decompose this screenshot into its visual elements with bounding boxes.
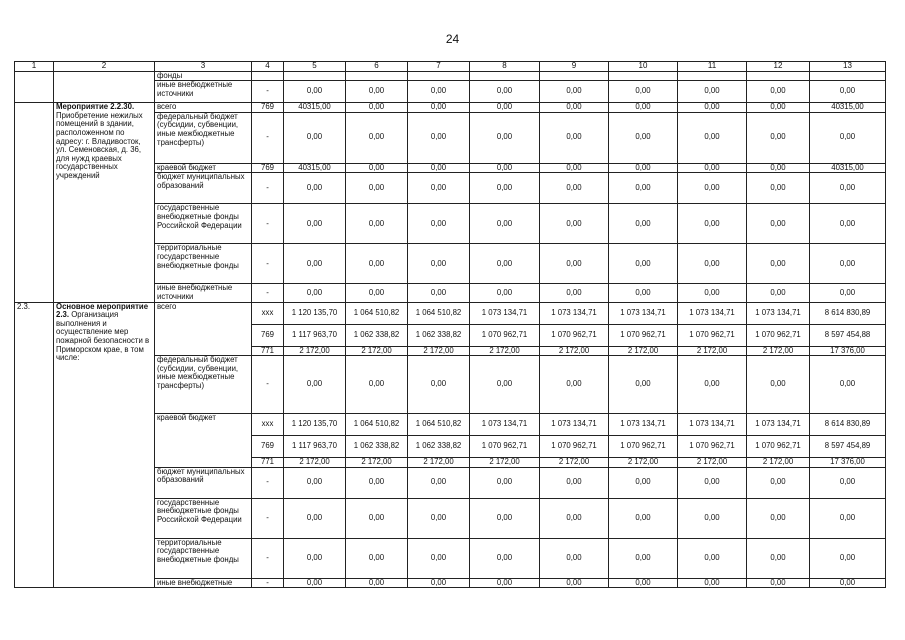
cell: 2 172,00 xyxy=(540,458,609,468)
cell: 0,00 xyxy=(609,498,678,538)
cell: 0,00 xyxy=(678,163,747,173)
cell: 0,00 xyxy=(346,498,408,538)
cell: 0,00 xyxy=(540,578,609,588)
cell: 0,00 xyxy=(810,81,886,103)
cell: 0,00 xyxy=(609,81,678,103)
cell: 0,00 xyxy=(540,284,609,302)
cell: 1 073 134,71 xyxy=(609,302,678,324)
cell: 0,00 xyxy=(609,103,678,113)
cell: 0,00 xyxy=(747,578,810,588)
cell: 0,00 xyxy=(346,356,408,414)
cell: - xyxy=(252,498,284,538)
cell: 8 614 830,89 xyxy=(810,414,886,436)
cell: 0,00 xyxy=(284,467,346,498)
table-row xyxy=(15,103,886,113)
cell: 0,00 xyxy=(408,356,470,414)
cell: федеральный бюджет (субсидии, субвенции, иные межбюджетные трансферты) xyxy=(155,356,252,414)
cell: 0,00 xyxy=(408,204,470,244)
cell: 0,00 xyxy=(540,204,609,244)
cell: 1 117 963,70 xyxy=(284,324,346,346)
cell: 2 172,00 xyxy=(470,458,540,468)
cell: 0,00 xyxy=(408,112,470,163)
cell: 1 070 962,71 xyxy=(470,436,540,458)
activity-cell xyxy=(54,302,155,588)
cell: 40315,00 xyxy=(284,163,346,173)
cell: 0,00 xyxy=(470,112,540,163)
cell: xxx xyxy=(252,302,284,324)
cell: 0,00 xyxy=(540,173,609,204)
cell: 0,00 xyxy=(470,498,540,538)
cell: 0,00 xyxy=(678,284,747,302)
cell: 1 062 338,82 xyxy=(408,436,470,458)
cell: 0,00 xyxy=(810,112,886,163)
cell: 1 070 962,71 xyxy=(540,324,609,346)
header-cell: 13 xyxy=(810,62,886,72)
cell: 0,00 xyxy=(747,356,810,414)
cell: 0,00 xyxy=(408,578,470,588)
cell: 0,00 xyxy=(678,578,747,588)
header-cell: 1 xyxy=(15,62,54,72)
cell: 2 172,00 xyxy=(346,346,408,356)
cell: краевой бюджет xyxy=(155,163,252,173)
header-cell: 11 xyxy=(678,62,747,72)
cell: 0,00 xyxy=(470,284,540,302)
cell: 0,00 xyxy=(747,81,810,103)
cell: 0,00 xyxy=(540,356,609,414)
activity-title: Мероприятие 2.2.30. xyxy=(56,102,135,112)
cell: 1 070 962,71 xyxy=(678,436,747,458)
cell: 0,00 xyxy=(346,538,408,578)
cell: - xyxy=(252,538,284,578)
cell: 0,00 xyxy=(346,112,408,163)
cell: 1 073 134,71 xyxy=(470,414,540,436)
activity-desc: Приобретение нежилых помещений в здании, расположенном по адресу: г. Владивосток, ул. Семеновская, д. 36, для нужд краевых государственных учреждений xyxy=(56,110,143,180)
cell: 0,00 xyxy=(678,173,747,204)
source-cell: всего xyxy=(155,302,252,356)
cell: 0,00 xyxy=(284,356,346,414)
cell: 0,00 xyxy=(747,498,810,538)
cell: 0,00 xyxy=(678,356,747,414)
cell: 0,00 xyxy=(810,284,886,302)
cell: 0,00 xyxy=(609,284,678,302)
cell: 1 062 338,82 xyxy=(408,324,470,346)
cell: 0,00 xyxy=(346,173,408,204)
cell: 1 073 134,71 xyxy=(470,302,540,324)
cell: 0,00 xyxy=(408,467,470,498)
cell: 0,00 xyxy=(346,244,408,284)
cell: 1 073 134,71 xyxy=(609,414,678,436)
cell: 1 120 135,70 xyxy=(284,414,346,436)
cell: 0,00 xyxy=(609,538,678,578)
header-cell: 8 xyxy=(470,62,540,72)
cell: территориальные государственные внебюджетные фонды xyxy=(155,538,252,578)
cell: - xyxy=(252,244,284,284)
cell: иные внебюджетные источники xyxy=(155,284,252,302)
cell: 0,00 xyxy=(346,578,408,588)
cell: 0,00 xyxy=(470,467,540,498)
cell: 0,00 xyxy=(609,467,678,498)
cell: 0,00 xyxy=(408,498,470,538)
cell: 2 172,00 xyxy=(609,458,678,468)
cell: 1 064 510,82 xyxy=(408,414,470,436)
cell: 0,00 xyxy=(346,103,408,113)
cell: 0,00 xyxy=(284,284,346,302)
cell: 0,00 xyxy=(747,163,810,173)
cell: 0,00 xyxy=(678,81,747,103)
cell: 0,00 xyxy=(609,112,678,163)
cell: 0,00 xyxy=(470,163,540,173)
cell: 0,00 xyxy=(810,173,886,204)
cell: 0,00 xyxy=(540,498,609,538)
cell: 0,00 xyxy=(678,538,747,578)
cell: 0,00 xyxy=(609,173,678,204)
cell: 1 070 962,71 xyxy=(678,324,747,346)
cell: 0,00 xyxy=(810,244,886,284)
cell: 0,00 xyxy=(470,81,540,103)
cell: 0,00 xyxy=(678,112,747,163)
cell: 0,00 xyxy=(747,538,810,578)
cell: государственные внебюджетные фонды Российской Федерации xyxy=(155,204,252,244)
cell: бюджет муниципальных образований xyxy=(155,173,252,204)
header-cell: 9 xyxy=(540,62,609,72)
cell: 771 xyxy=(252,458,284,468)
cell: 17 376,00 xyxy=(810,346,886,356)
cell: 0,00 xyxy=(609,578,678,588)
cell: 0,00 xyxy=(408,103,470,113)
cell: 0,00 xyxy=(346,163,408,173)
header-cell: 5 xyxy=(284,62,346,72)
cell: 8 597 454,89 xyxy=(810,436,886,458)
cell: 0,00 xyxy=(810,578,886,588)
cell: 0,00 xyxy=(284,538,346,578)
cell: - xyxy=(252,356,284,414)
cell: 0,00 xyxy=(747,173,810,204)
cell: 1 064 510,82 xyxy=(346,302,408,324)
cell: 1 070 962,71 xyxy=(747,436,810,458)
cell: 0,00 xyxy=(540,538,609,578)
page-number: 24 xyxy=(445,32,460,46)
cell: 0,00 xyxy=(810,538,886,578)
cell: 0,00 xyxy=(408,284,470,302)
cell: иные внебюджетные xyxy=(155,578,252,588)
cell: 0,00 xyxy=(678,103,747,113)
cell: - xyxy=(252,112,284,163)
cell: 2 172,00 xyxy=(747,458,810,468)
cell: 40315,00 xyxy=(284,103,346,113)
cell: 0,00 xyxy=(678,204,747,244)
cell: 2 172,00 xyxy=(747,346,810,356)
cell-empty xyxy=(15,103,54,302)
cell: 1 064 510,82 xyxy=(346,414,408,436)
table-row xyxy=(15,71,886,81)
header-cell: 10 xyxy=(609,62,678,72)
cell: - xyxy=(252,81,284,103)
cell: 0,00 xyxy=(408,538,470,578)
cell: 0,00 xyxy=(470,173,540,204)
budget-table xyxy=(14,61,886,588)
cell: 0,00 xyxy=(470,538,540,578)
cell-empty xyxy=(15,71,54,103)
cell: 0,00 xyxy=(470,356,540,414)
activity-cell xyxy=(54,103,155,302)
cell: 769 xyxy=(252,324,284,346)
cell: xxx xyxy=(252,414,284,436)
header-cell: 2 xyxy=(54,62,155,72)
cell: 1 062 338,82 xyxy=(346,324,408,346)
cell: 1 064 510,82 xyxy=(408,302,470,324)
cell: 0,00 xyxy=(810,498,886,538)
cell: 1 117 963,70 xyxy=(284,436,346,458)
cell: 0,00 xyxy=(284,244,346,284)
cell: 0,00 xyxy=(609,244,678,284)
cell: 0,00 xyxy=(284,578,346,588)
cell: 0,00 xyxy=(408,81,470,103)
cell: 8 614 830,89 xyxy=(810,302,886,324)
header-cell: 7 xyxy=(408,62,470,72)
cell: 0,00 xyxy=(747,244,810,284)
cell: 17 376,00 xyxy=(810,458,886,468)
cell: 769 xyxy=(252,163,284,173)
source-cell: краевой бюджет xyxy=(155,414,252,468)
cell: 40315,00 xyxy=(810,103,886,113)
cell: 0,00 xyxy=(810,467,886,498)
cell: 0,00 xyxy=(747,103,810,113)
cell: 2 172,00 xyxy=(284,458,346,468)
cell: 1 073 134,71 xyxy=(540,302,609,324)
cell: 0,00 xyxy=(470,103,540,113)
header-cell: 12 xyxy=(747,62,810,72)
activity-desc: Организация выполнения и осуществление мер пожарной безопасности в Приморском крае, в том числе: xyxy=(56,310,150,363)
cell: 2 172,00 xyxy=(346,458,408,468)
cell: 0,00 xyxy=(540,467,609,498)
cell: 0,00 xyxy=(284,498,346,538)
cell: 0,00 xyxy=(408,163,470,173)
cell: 0,00 xyxy=(540,163,609,173)
cell: 0,00 xyxy=(284,81,346,103)
cell: 1 070 962,71 xyxy=(747,324,810,346)
cell: 2 172,00 xyxy=(540,346,609,356)
cell: бюджет муниципальных образований xyxy=(155,467,252,498)
cell: 0,00 xyxy=(678,467,747,498)
cell: 0,00 xyxy=(747,204,810,244)
cell: 771 xyxy=(252,346,284,356)
cell: 769 xyxy=(252,436,284,458)
cell: 1 073 134,71 xyxy=(747,302,810,324)
header-cell: 6 xyxy=(346,62,408,72)
cell: - xyxy=(252,204,284,244)
cell: 0,00 xyxy=(470,578,540,588)
cell: 0,00 xyxy=(408,173,470,204)
cell: 0,00 xyxy=(408,244,470,284)
cell: 1 070 962,71 xyxy=(540,436,609,458)
activity-title: Основное мероприятие 2.3. xyxy=(56,302,149,320)
cell: 2 172,00 xyxy=(408,458,470,468)
cell: 2 172,00 xyxy=(408,346,470,356)
cell: 769 xyxy=(252,103,284,113)
cell: 0,00 xyxy=(810,204,886,244)
cell: 0,00 xyxy=(747,284,810,302)
cell: - xyxy=(252,467,284,498)
cell: 0,00 xyxy=(810,356,886,414)
cell: 0,00 xyxy=(540,244,609,284)
cell: - xyxy=(252,578,284,588)
cell: 0,00 xyxy=(346,284,408,302)
table-row xyxy=(15,302,886,324)
cell: 0,00 xyxy=(540,103,609,113)
cell: фонды xyxy=(155,71,252,81)
cell: 1 070 962,71 xyxy=(470,324,540,346)
cell: - xyxy=(252,173,284,204)
cell: 0,00 xyxy=(346,467,408,498)
cell: 0,00 xyxy=(540,81,609,103)
cell: всего xyxy=(155,103,252,113)
header-cell: 3 xyxy=(155,62,252,72)
cell: 1 062 338,82 xyxy=(346,436,408,458)
cell: 1 073 134,71 xyxy=(747,414,810,436)
cell: 1 070 962,71 xyxy=(609,436,678,458)
cell: 2 172,00 xyxy=(470,346,540,356)
cell: 0,00 xyxy=(540,112,609,163)
cell: 0,00 xyxy=(747,112,810,163)
row-number: 2.3. xyxy=(15,302,54,588)
cell: 0,00 xyxy=(609,356,678,414)
cell-empty xyxy=(54,71,155,103)
cell: 1 073 134,71 xyxy=(678,302,747,324)
cell: 1 073 134,71 xyxy=(678,414,747,436)
cell: 0,00 xyxy=(609,204,678,244)
cell: 2 172,00 xyxy=(609,346,678,356)
cell: - xyxy=(252,284,284,302)
cell: 1 070 962,71 xyxy=(609,324,678,346)
cell: 0,00 xyxy=(678,244,747,284)
cell: 2 172,00 xyxy=(284,346,346,356)
cell: 0,00 xyxy=(470,244,540,284)
cell: 0,00 xyxy=(284,204,346,244)
header-cell: 4 xyxy=(252,62,284,72)
cell: государственные внебюджетные фонды Российской Федерации xyxy=(155,498,252,538)
cell: 0,00 xyxy=(346,204,408,244)
cell: 0,00 xyxy=(747,467,810,498)
cell: 0,00 xyxy=(346,81,408,103)
cell: 0,00 xyxy=(678,498,747,538)
cell: иные внебюджетные источники xyxy=(155,81,252,103)
cell: 2 172,00 xyxy=(678,458,747,468)
cell: 40315,00 xyxy=(810,163,886,173)
cell: 1 073 134,71 xyxy=(540,414,609,436)
cell: федеральный бюджет (субсидии, субвенции, иные межбюджетные трансферты) xyxy=(155,112,252,163)
header-row xyxy=(15,62,886,72)
cell: 0,00 xyxy=(284,173,346,204)
cell: 0,00 xyxy=(470,204,540,244)
cell: 0,00 xyxy=(284,112,346,163)
cell: территориальные государственные внебюджетные фонды xyxy=(155,244,252,284)
cell: 8 597 454,88 xyxy=(810,324,886,346)
cell: 0,00 xyxy=(609,163,678,173)
cell: 2 172,00 xyxy=(678,346,747,356)
cell: 1 120 135,70 xyxy=(284,302,346,324)
